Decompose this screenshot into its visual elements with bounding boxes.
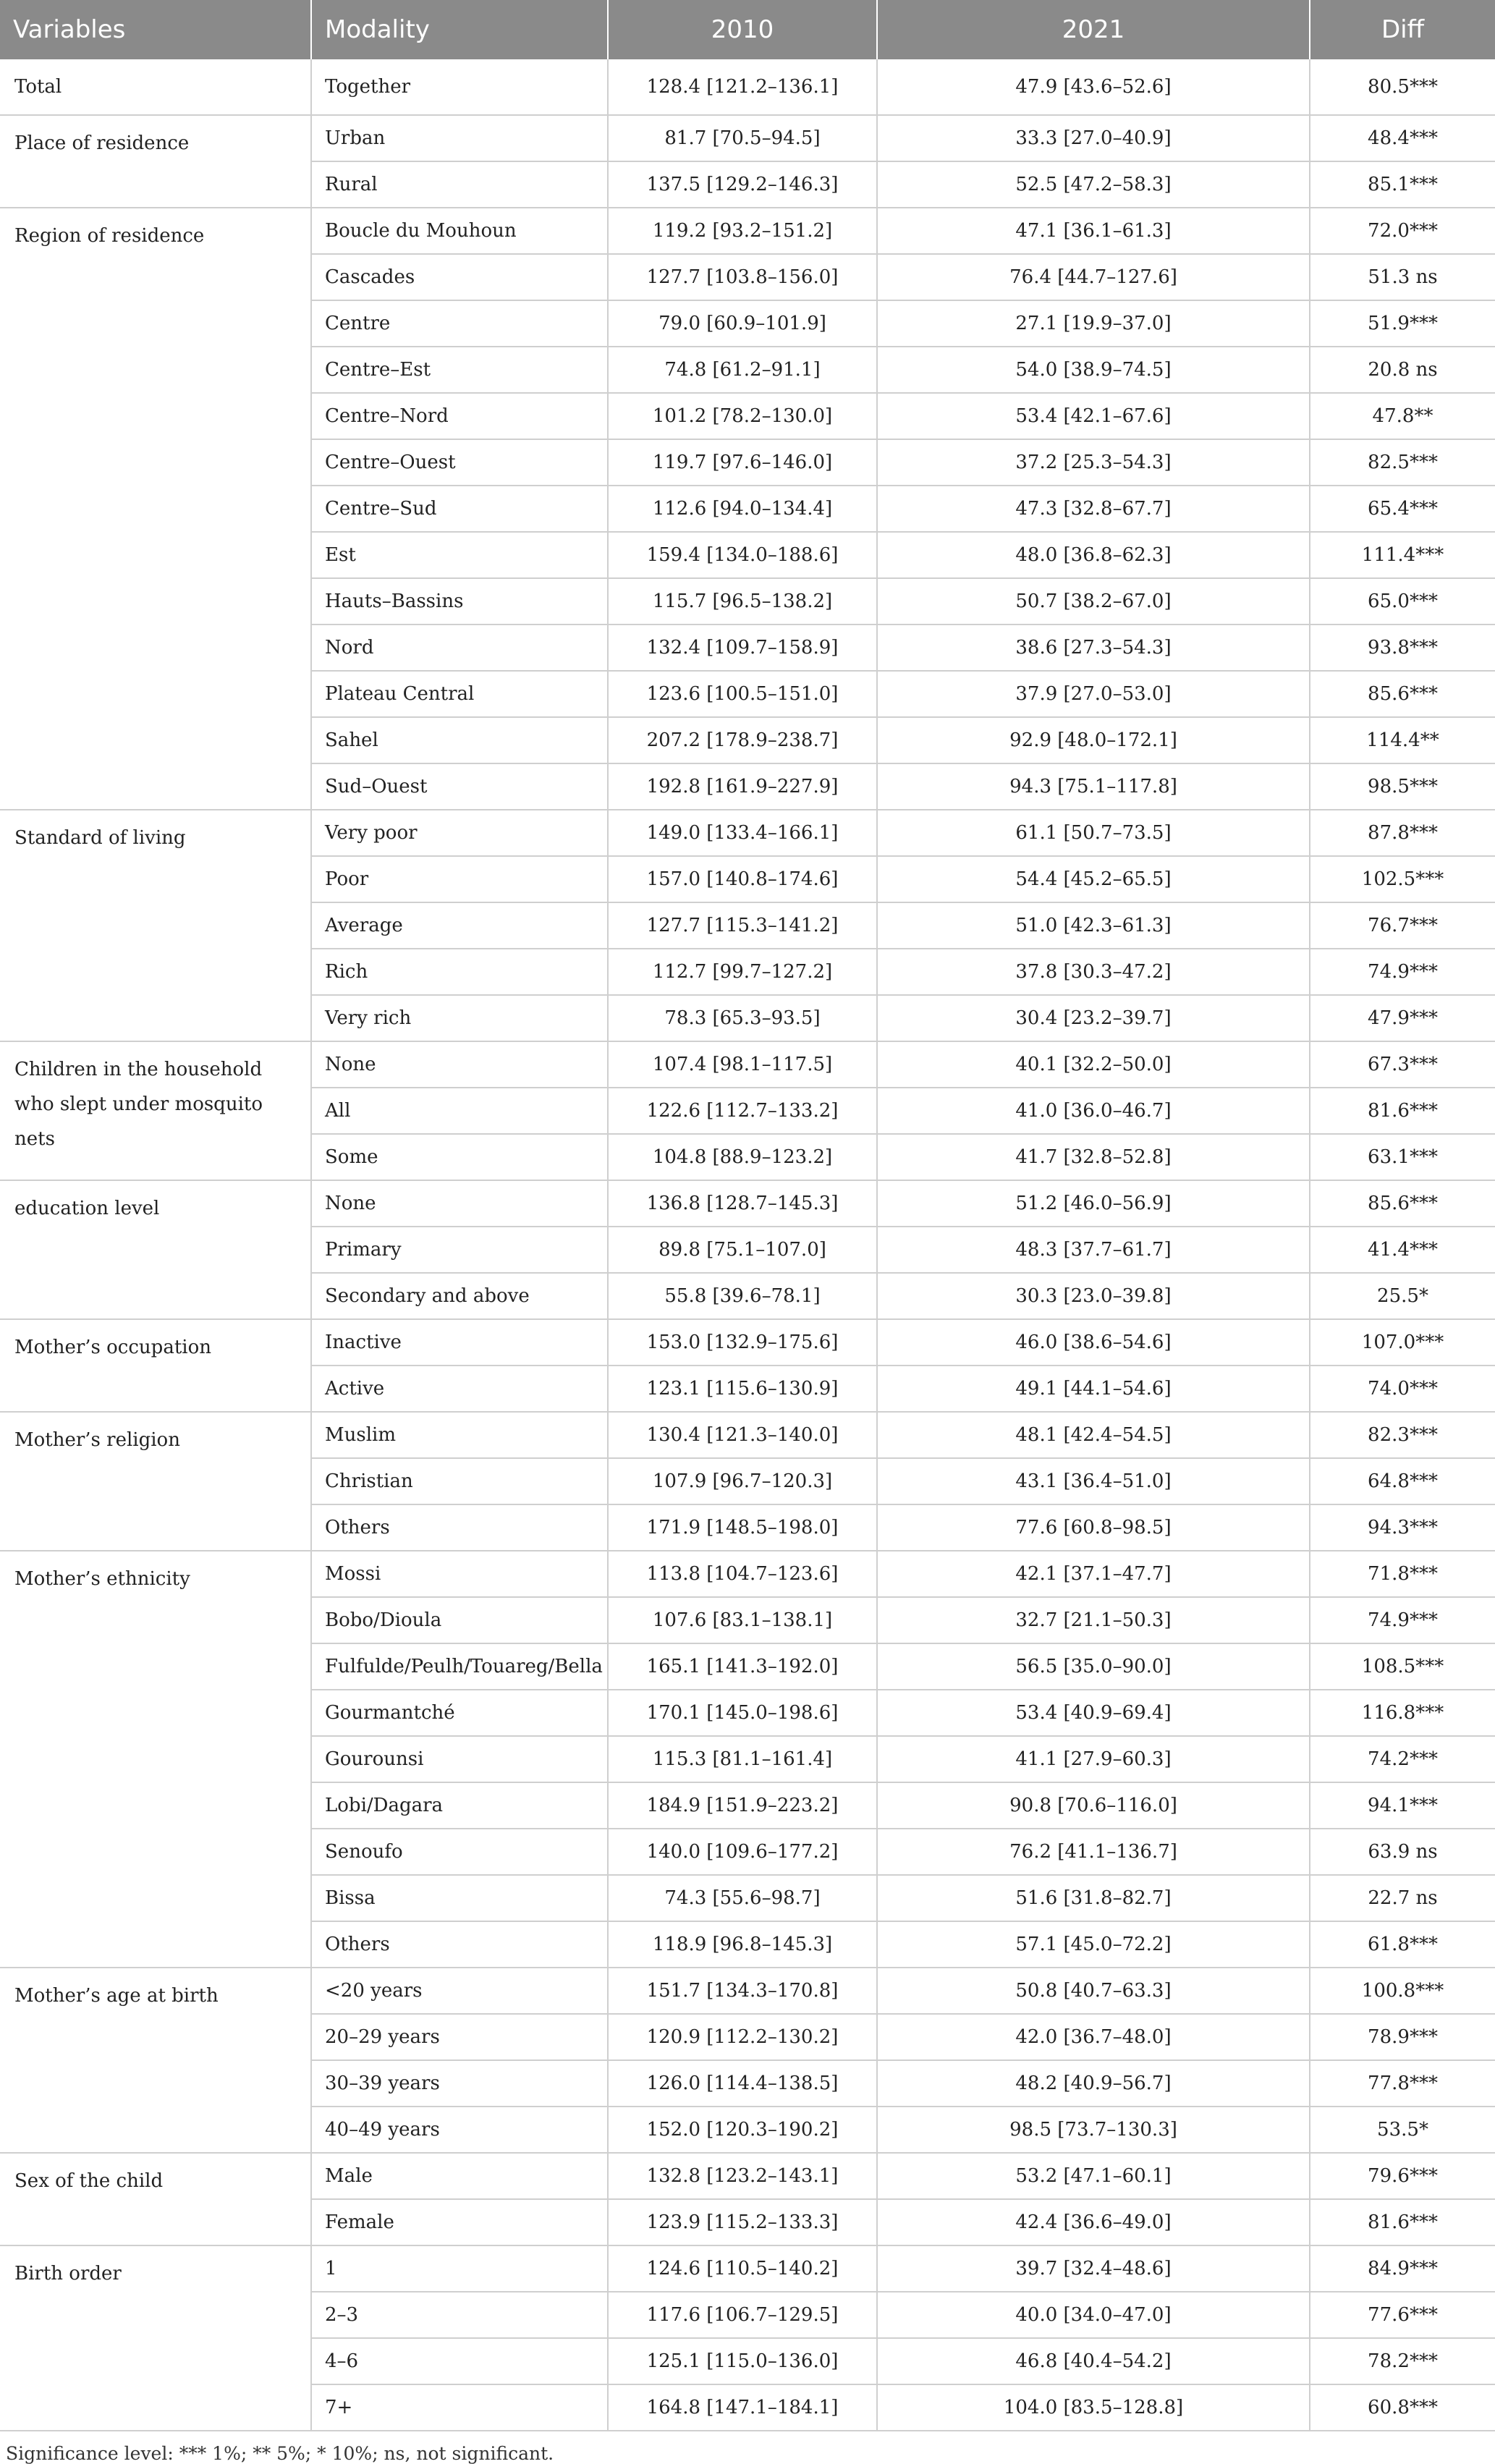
value-2021-cell: 90.8 [70.6–116.0] [877, 1782, 1310, 1829]
diff-cell: 20.8 ns [1310, 347, 1495, 393]
diff-cell: 71.8*** [1310, 1551, 1495, 1597]
table-row [0, 1968, 1495, 2014]
diff-cell: 93.8*** [1310, 625, 1495, 671]
modality-cell: Male [311, 2153, 608, 2199]
diff-cell: 82.3*** [1310, 1412, 1495, 1458]
modality-cell: Female [311, 2199, 608, 2245]
diff-cell: 85.6*** [1310, 671, 1495, 717]
diff-cell: 85.1*** [1310, 161, 1495, 208]
value-2021-cell: 41.0 [36.0–46.7] [877, 1088, 1310, 1134]
modality-cell: Senoufo [311, 1829, 608, 1875]
modality-cell: 4–6 [311, 2338, 608, 2384]
header-diff: Diff [1310, 0, 1495, 59]
value-2010-cell: 207.2 [178.9–238.7] [608, 717, 877, 763]
diff-cell: 76.7*** [1310, 902, 1495, 949]
value-2010-cell: 127.7 [103.8–156.0] [608, 254, 877, 300]
value-2021-cell: 30.3 [23.0–39.8] [877, 1273, 1310, 1319]
value-2021-cell: 42.0 [36.7–48.0] [877, 2014, 1310, 2060]
diff-cell: 47.8** [1310, 393, 1495, 439]
diff-cell: 81.6*** [1310, 1088, 1495, 1134]
value-2021-cell: 37.2 [25.3–54.3] [877, 439, 1310, 486]
diff-cell: 87.8*** [1310, 810, 1495, 856]
diff-cell: 74.0*** [1310, 1366, 1495, 1412]
value-2021-cell: 104.0 [83.5–128.8] [877, 2384, 1310, 2431]
modality-cell: Rich [311, 949, 608, 995]
value-2010-cell: 159.4 [134.0–188.6] [608, 532, 877, 578]
value-2021-cell: 53.4 [40.9–69.4] [877, 1690, 1310, 1736]
value-2010-cell: 115.3 [81.1–161.4] [608, 1736, 877, 1782]
value-2021-cell: 37.9 [27.0–53.0] [877, 671, 1310, 717]
value-2010-cell: 101.2 [78.2–130.0] [608, 393, 877, 439]
value-2010-cell: 128.4 [121.2–136.1] [608, 59, 877, 115]
value-2010-cell: 125.1 [115.0–136.0] [608, 2338, 877, 2384]
header-2010: 2010 [608, 0, 877, 59]
modality-cell: Secondary and above [311, 1273, 608, 1319]
modality-cell: Together [311, 59, 608, 115]
value-2010-cell: 171.9 [148.5–198.0] [608, 1504, 877, 1551]
table-row [0, 810, 1495, 856]
modality-cell: Urban [311, 115, 608, 161]
value-2010-cell: 152.0 [120.3–190.2] [608, 2107, 877, 2153]
modality-cell: Very rich [311, 995, 608, 1041]
value-2010-cell: 112.7 [99.7–127.2] [608, 949, 877, 995]
diff-cell: 53.5* [1310, 2107, 1495, 2153]
value-2010-cell: 113.8 [104.7–123.6] [608, 1551, 877, 1597]
value-2010-cell: 132.4 [109.7–158.9] [608, 625, 877, 671]
table-footnote: Significance level: *** 1%; ** 5%; * 10%; ns, not significant. [6, 2443, 554, 2464]
header-row [0, 0, 1495, 59]
header-2021: 2021 [877, 0, 1310, 59]
value-2021-cell: 56.5 [35.0–90.0] [877, 1643, 1310, 1690]
value-2010-cell: 119.7 [97.6–146.0] [608, 439, 877, 486]
value-2021-cell: 51.0 [42.3–61.3] [877, 902, 1310, 949]
value-2021-cell: 38.6 [27.3–54.3] [877, 625, 1310, 671]
variable-cell: Sex of the child [0, 2153, 311, 2245]
table-row [0, 1041, 1495, 1088]
value-2010-cell: 55.8 [39.6–78.1] [608, 1273, 877, 1319]
table-row [0, 1551, 1495, 1597]
diff-cell: 48.4*** [1310, 115, 1495, 161]
value-2021-cell: 53.4 [42.1–67.6] [877, 393, 1310, 439]
modality-cell: 2–3 [311, 2292, 608, 2338]
modality-cell: Gourounsi [311, 1736, 608, 1782]
value-2021-cell: 47.9 [43.6–52.6] [877, 59, 1310, 115]
modality-cell: Boucle du Mouhoun [311, 208, 608, 254]
value-2021-cell: 40.0 [34.0–47.0] [877, 2292, 1310, 2338]
value-2021-cell: 61.1 [50.7–73.5] [877, 810, 1310, 856]
diff-cell: 79.6*** [1310, 2153, 1495, 2199]
value-2010-cell: 130.4 [121.3–140.0] [608, 1412, 877, 1458]
value-2010-cell: 123.6 [100.5–151.0] [608, 671, 877, 717]
diff-cell: 108.5*** [1310, 1643, 1495, 1690]
diff-cell: 25.5* [1310, 1273, 1495, 1319]
diff-cell: 77.6*** [1310, 2292, 1495, 2338]
modality-cell: 40–49 years [311, 2107, 608, 2153]
value-2010-cell: 164.8 [147.1–184.1] [608, 2384, 877, 2431]
diff-cell: 84.9*** [1310, 2245, 1495, 2292]
value-2010-cell: 79.0 [60.9–101.9] [608, 300, 877, 347]
variable-cell: Place of residence [0, 115, 311, 208]
diff-cell: 98.5*** [1310, 763, 1495, 810]
modality-cell: 20–29 years [311, 2014, 608, 2060]
value-2021-cell: 94.3 [75.1–117.8] [877, 763, 1310, 810]
modality-cell: Fulfulde/Peulh/Touareg/Bella [311, 1643, 608, 1690]
value-2010-cell: 123.9 [115.2–133.3] [608, 2199, 877, 2245]
diff-cell: 64.8*** [1310, 1458, 1495, 1504]
table-row [0, 2245, 1495, 2292]
diff-cell: 72.0*** [1310, 208, 1495, 254]
value-2021-cell: 48.2 [40.9–56.7] [877, 2060, 1310, 2107]
value-2021-cell: 54.0 [38.9–74.5] [877, 347, 1310, 393]
diff-cell: 61.8*** [1310, 1921, 1495, 1968]
value-2010-cell: 115.7 [96.5–138.2] [608, 578, 877, 625]
value-2021-cell: 27.1 [19.9–37.0] [877, 300, 1310, 347]
diff-cell: 116.8*** [1310, 1690, 1495, 1736]
value-2010-cell: 107.4 [98.1–117.5] [608, 1041, 877, 1088]
header-modality: Modality [311, 0, 608, 59]
diff-cell: 78.9*** [1310, 2014, 1495, 2060]
value-2010-cell: 184.9 [151.9–223.2] [608, 1782, 877, 1829]
table-row [0, 1180, 1495, 1227]
value-2021-cell: 46.8 [40.4–54.2] [877, 2338, 1310, 2384]
value-2010-cell: 112.6 [94.0–134.4] [608, 486, 877, 532]
diff-cell: 81.6*** [1310, 2199, 1495, 2245]
value-2021-cell: 41.1 [27.9–60.3] [877, 1736, 1310, 1782]
value-2021-cell: 92.9 [48.0–172.1] [877, 717, 1310, 763]
modality-cell: Average [311, 902, 608, 949]
modality-cell: Inactive [311, 1319, 608, 1366]
variable-cell: education level [0, 1180, 311, 1319]
modality-cell: Bobo/Dioula [311, 1597, 608, 1643]
modality-cell: 30–39 years [311, 2060, 608, 2107]
modality-cell: Others [311, 1921, 608, 1968]
value-2021-cell: 53.2 [47.1–60.1] [877, 2153, 1310, 2199]
modality-cell: Primary [311, 1227, 608, 1273]
value-2021-cell: 76.4 [44.7–127.6] [877, 254, 1310, 300]
value-2021-cell: 76.2 [41.1–136.7] [877, 1829, 1310, 1875]
value-2010-cell: 119.2 [93.2–151.2] [608, 208, 877, 254]
value-2010-cell: 126.0 [114.4–138.5] [608, 2060, 877, 2107]
modality-cell: Some [311, 1134, 608, 1180]
variable-cell: Total [0, 59, 311, 115]
modality-cell: Nord [311, 625, 608, 671]
variable-cell: Children in the household who slept under mosquito nets [0, 1041, 311, 1180]
value-2010-cell: 120.9 [112.2–130.2] [608, 2014, 877, 2060]
variable-cell: Mother’s ethnicity [0, 1551, 311, 1968]
variable-cell: Region of residence [0, 208, 311, 810]
table-row [0, 59, 1495, 115]
diff-cell: 94.1*** [1310, 1782, 1495, 1829]
value-2021-cell: 47.3 [32.8–67.7] [877, 486, 1310, 532]
variable-cell: Standard of living [0, 810, 311, 1041]
diff-cell: 41.4*** [1310, 1227, 1495, 1273]
modality-cell: Muslim [311, 1412, 608, 1458]
table-row [0, 2153, 1495, 2199]
diff-cell: 22.7 ns [1310, 1875, 1495, 1921]
diff-cell: 67.3*** [1310, 1041, 1495, 1088]
value-2010-cell: 117.6 [106.7–129.5] [608, 2292, 877, 2338]
modality-cell: None [311, 1041, 608, 1088]
table-body [0, 59, 1495, 2431]
modality-cell: Hauts–Bassins [311, 578, 608, 625]
table-row [0, 1412, 1495, 1458]
value-2010-cell: 192.8 [161.9–227.9] [608, 763, 877, 810]
value-2021-cell: 57.1 [45.0–72.2] [877, 1921, 1310, 1968]
modality-cell: Gourmantché [311, 1690, 608, 1736]
value-2010-cell: 74.8 [61.2–91.1] [608, 347, 877, 393]
value-2010-cell: 137.5 [129.2–146.3] [608, 161, 877, 208]
value-2021-cell: 37.8 [30.3–47.2] [877, 949, 1310, 995]
variable-cell: Birth order [0, 2245, 311, 2431]
value-2021-cell: 48.0 [36.8–62.3] [877, 532, 1310, 578]
modality-cell: <20 years [311, 1968, 608, 2014]
value-2010-cell: 151.7 [134.3–170.8] [608, 1968, 877, 2014]
diff-cell: 51.9*** [1310, 300, 1495, 347]
value-2010-cell: 124.6 [110.5–140.2] [608, 2245, 877, 2292]
variable-cell: Mother’s religion [0, 1412, 311, 1551]
variable-cell: Mother’s occupation [0, 1319, 311, 1412]
modality-cell: None [311, 1180, 608, 1227]
modality-cell: Centre–Sud [311, 486, 608, 532]
diff-cell: 102.5*** [1310, 856, 1495, 902]
value-2021-cell: 43.1 [36.4–51.0] [877, 1458, 1310, 1504]
value-2010-cell: 136.8 [128.7–145.3] [608, 1180, 877, 1227]
modality-cell: Est [311, 532, 608, 578]
modality-cell: Cascades [311, 254, 608, 300]
diff-cell: 63.9 ns [1310, 1829, 1495, 1875]
value-2010-cell: 149.0 [133.4–166.1] [608, 810, 877, 856]
variable-cell: Mother’s age at birth [0, 1968, 311, 2153]
modality-cell: Christian [311, 1458, 608, 1504]
diff-cell: 63.1*** [1310, 1134, 1495, 1180]
value-2021-cell: 40.1 [32.2–50.0] [877, 1041, 1310, 1088]
modality-cell: Bissa [311, 1875, 608, 1921]
value-2021-cell: 52.5 [47.2–58.3] [877, 161, 1310, 208]
modality-cell: Sud–Ouest [311, 763, 608, 810]
value-2021-cell: 33.3 [27.0–40.9] [877, 115, 1310, 161]
modality-cell: Very poor [311, 810, 608, 856]
value-2010-cell: 153.0 [132.9–175.6] [608, 1319, 877, 1366]
diff-cell: 65.0*** [1310, 578, 1495, 625]
value-2010-cell: 123.1 [115.6–130.9] [608, 1366, 877, 1412]
value-2021-cell: 50.8 [40.7–63.3] [877, 1968, 1310, 2014]
modality-cell: Centre–Ouest [311, 439, 608, 486]
value-2021-cell: 49.1 [44.1–54.6] [877, 1366, 1310, 1412]
diff-cell: 65.4*** [1310, 486, 1495, 532]
modality-cell: Poor [311, 856, 608, 902]
diff-cell: 60.8*** [1310, 2384, 1495, 2431]
diff-cell: 51.3 ns [1310, 254, 1495, 300]
value-2021-cell: 51.2 [46.0–56.9] [877, 1180, 1310, 1227]
header-variables: Variables [0, 0, 311, 59]
value-2010-cell: 107.6 [83.1–138.1] [608, 1597, 877, 1643]
value-2010-cell: 118.9 [96.8–145.3] [608, 1921, 877, 1968]
value-2021-cell: 48.1 [42.4–54.5] [877, 1412, 1310, 1458]
value-2010-cell: 89.8 [75.1–107.0] [608, 1227, 877, 1273]
table-header [0, 0, 1495, 59]
diff-cell: 107.0*** [1310, 1319, 1495, 1366]
value-2021-cell: 50.7 [38.2–67.0] [877, 578, 1310, 625]
modality-cell: Active [311, 1366, 608, 1412]
modality-cell: Mossi [311, 1551, 608, 1597]
modality-cell: Plateau Central [311, 671, 608, 717]
modality-cell: Lobi/Dagara [311, 1782, 608, 1829]
value-2010-cell: 78.3 [65.3–93.5] [608, 995, 877, 1041]
diff-cell: 114.4** [1310, 717, 1495, 763]
diff-cell: 111.4*** [1310, 532, 1495, 578]
value-2021-cell: 32.7 [21.1–50.3] [877, 1597, 1310, 1643]
modality-cell: 1 [311, 2245, 608, 2292]
modality-cell: 7+ [311, 2384, 608, 2431]
modality-cell: Centre–Nord [311, 393, 608, 439]
value-2021-cell: 39.7 [32.4–48.6] [877, 2245, 1310, 2292]
value-2021-cell: 48.3 [37.7–61.7] [877, 1227, 1310, 1273]
value-2010-cell: 74.3 [55.6–98.7] [608, 1875, 877, 1921]
modality-cell: All [311, 1088, 608, 1134]
value-2021-cell: 54.4 [45.2–65.5] [877, 856, 1310, 902]
diff-cell: 82.5*** [1310, 439, 1495, 486]
diff-cell: 74.9*** [1310, 1597, 1495, 1643]
value-2021-cell: 46.0 [38.6–54.6] [877, 1319, 1310, 1366]
diff-cell: 85.6*** [1310, 1180, 1495, 1227]
diff-cell: 100.8*** [1310, 1968, 1495, 2014]
value-2010-cell: 122.6 [112.7–133.2] [608, 1088, 877, 1134]
modality-cell: Rural [311, 161, 608, 208]
value-2010-cell: 170.1 [145.0–198.6] [608, 1690, 877, 1736]
value-2010-cell: 107.9 [96.7–120.3] [608, 1458, 877, 1504]
value-2010-cell: 132.8 [123.2–143.1] [608, 2153, 877, 2199]
value-2010-cell: 140.0 [109.6–177.2] [608, 1829, 877, 1875]
table-row [0, 1319, 1495, 1366]
value-2021-cell: 51.6 [31.8–82.7] [877, 1875, 1310, 1921]
diff-cell: 94.3*** [1310, 1504, 1495, 1551]
diff-cell: 47.9*** [1310, 995, 1495, 1041]
value-2010-cell: 165.1 [141.3–192.0] [608, 1643, 877, 1690]
value-2021-cell: 47.1 [36.1–61.3] [877, 208, 1310, 254]
modality-cell: Sahel [311, 717, 608, 763]
value-2021-cell: 30.4 [23.2–39.7] [877, 995, 1310, 1041]
value-2021-cell: 98.5 [73.7–130.3] [877, 2107, 1310, 2153]
modality-cell: Centre [311, 300, 608, 347]
value-2021-cell: 42.4 [36.6–49.0] [877, 2199, 1310, 2245]
diff-cell: 74.9*** [1310, 949, 1495, 995]
value-2010-cell: 127.7 [115.3–141.2] [608, 902, 877, 949]
value-2010-cell: 81.7 [70.5–94.5] [608, 115, 877, 161]
diff-cell: 74.2*** [1310, 1736, 1495, 1782]
value-2021-cell: 41.7 [32.8–52.8] [877, 1134, 1310, 1180]
value-2010-cell: 104.8 [88.9–123.2] [608, 1134, 877, 1180]
diff-cell: 78.2*** [1310, 2338, 1495, 2384]
diff-cell: 77.8*** [1310, 2060, 1495, 2107]
table-row [0, 208, 1495, 254]
table-row [0, 115, 1495, 161]
modality-cell: Centre–Est [311, 347, 608, 393]
modality-cell: Others [311, 1504, 608, 1551]
value-2021-cell: 77.6 [60.8–98.5] [877, 1504, 1310, 1551]
value-2021-cell: 42.1 [37.1–47.7] [877, 1551, 1310, 1597]
value-2010-cell: 157.0 [140.8–174.6] [608, 856, 877, 902]
diff-cell: 80.5*** [1310, 59, 1495, 115]
